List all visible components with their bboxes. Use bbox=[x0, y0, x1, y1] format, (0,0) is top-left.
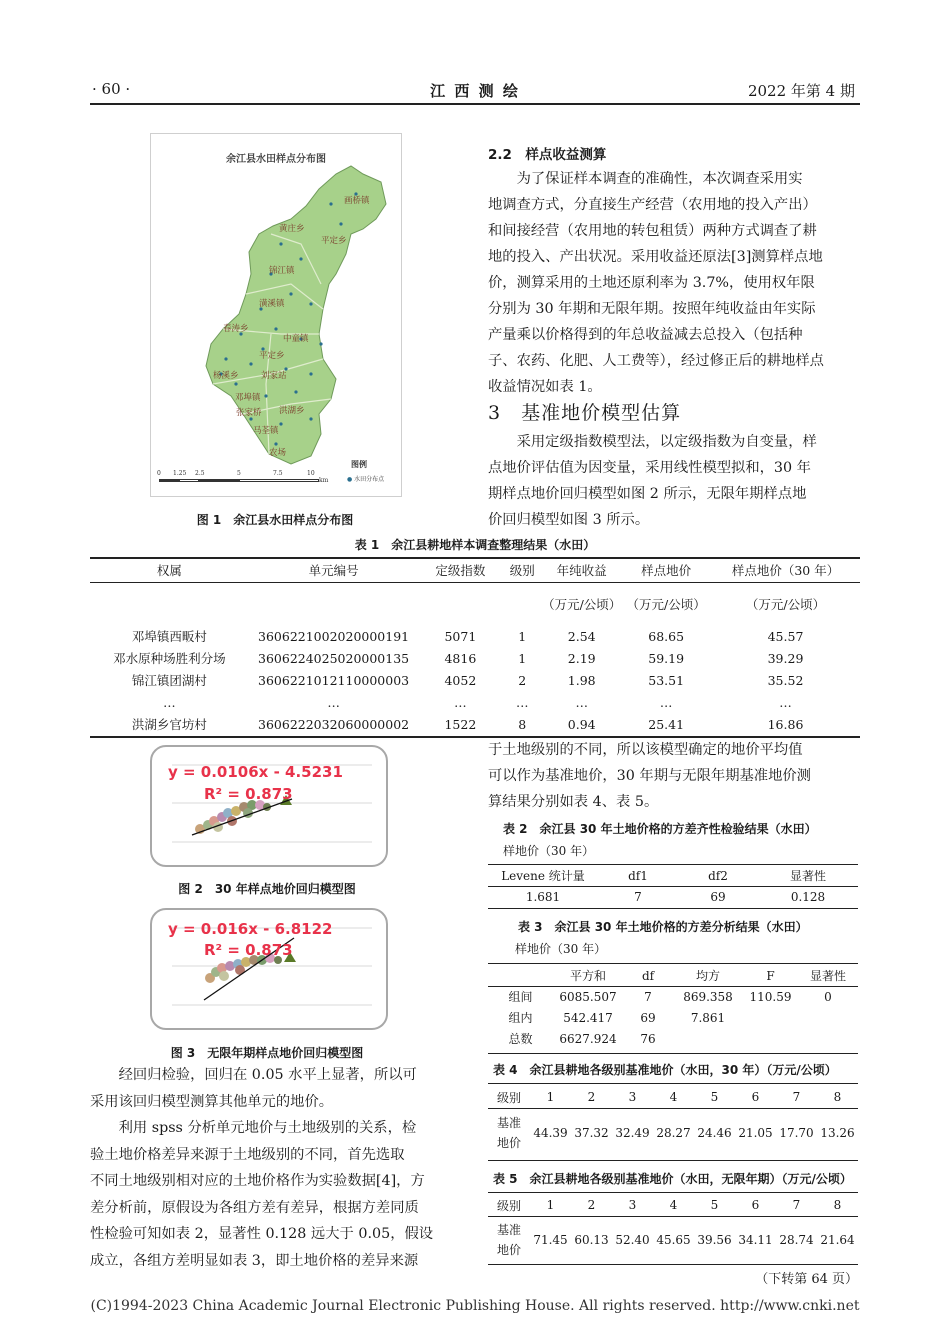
text-line: 不同土地级别相对应的土地价格作为实验数据[4]，方 bbox=[90, 1173, 425, 1189]
table-header: 级别 bbox=[496, 1198, 521, 1213]
table-rule bbox=[488, 1053, 858, 1054]
county-map-svg bbox=[151, 134, 401, 496]
table-4-title: 表 4 余江县耕地各级别基准地价（水田，30 年）（万元/公顷） bbox=[493, 1063, 837, 1077]
figure-2-caption: 图 2 30 年样点地价回归模型图 bbox=[178, 882, 356, 896]
table-cell: … bbox=[327, 694, 340, 710]
table-header: df2 bbox=[708, 868, 728, 883]
table-5-title: 表 5 余江县耕地各级别基准地价（水田，无限年期）（万元/公顷） bbox=[493, 1172, 852, 1186]
table-cell: 2 bbox=[518, 672, 527, 688]
table-row bbox=[90, 713, 860, 735]
table-cell: 869.358 bbox=[683, 989, 733, 1004]
text-line: 产量乘以价格得到的年总收益减去总投入（包括种 bbox=[488, 327, 803, 343]
table-cell: 69 bbox=[710, 889, 726, 904]
table-header: 8 bbox=[833, 1090, 842, 1104]
table-header: 2 bbox=[587, 1090, 596, 1104]
table-header: 2 bbox=[587, 1198, 596, 1212]
right-column-body bbox=[488, 737, 860, 815]
scale-tick: 2.5 bbox=[195, 470, 205, 477]
table-cell bbox=[673, 1028, 743, 1049]
table-header-row bbox=[488, 865, 858, 886]
table-cell: 2.19 bbox=[567, 650, 596, 666]
table-cell: 1 bbox=[518, 650, 527, 666]
table-cell bbox=[743, 1028, 798, 1049]
table-header: Levene 统计量 bbox=[501, 869, 585, 883]
table-header: df bbox=[641, 968, 655, 983]
text-line: 成立，各组方差明显如表 3，即土地价格的差异来源 bbox=[90, 1252, 419, 1269]
table-header-row bbox=[488, 1086, 858, 1108]
region-label: 锦江镇 bbox=[269, 266, 295, 276]
table-units-row bbox=[90, 589, 860, 619]
table-cell: 7 bbox=[634, 889, 642, 904]
table-cell: 0.94 bbox=[567, 716, 596, 732]
table-cell: 69 bbox=[640, 1010, 656, 1025]
page-number: · 60 · bbox=[92, 80, 131, 98]
table-header: 定级指数 bbox=[435, 563, 486, 578]
table-cell: 45.57 bbox=[767, 628, 804, 644]
region-label: 春涛乡 bbox=[223, 324, 249, 334]
table-4 bbox=[488, 1086, 858, 1158]
table-header: 4 bbox=[669, 1090, 678, 1104]
table-cell: 1522 bbox=[444, 716, 477, 732]
region-label: 张家桥 bbox=[236, 408, 262, 418]
table-header: 7 bbox=[792, 1198, 801, 1212]
section-3-body bbox=[488, 429, 858, 533]
table-header: F bbox=[766, 968, 775, 983]
regression-equation: y = 0.016x - 6.8122 bbox=[168, 920, 333, 938]
table-cell: 0 bbox=[824, 989, 832, 1004]
table-cell: 71.45 bbox=[533, 1233, 568, 1247]
table-row bbox=[488, 1028, 858, 1049]
text-line: 为了保证样本调查的准确性，本次调查采用实 bbox=[516, 171, 803, 187]
table-cell: 25.41 bbox=[648, 716, 685, 732]
text-line: 地调查方式，分直接生产经营（农用地的投入产出） bbox=[488, 197, 817, 213]
table-header-row bbox=[90, 559, 860, 581]
legend-item bbox=[347, 474, 384, 483]
table-header: df1 bbox=[628, 868, 648, 883]
section-2-2-heading: 2.2 样点收益测算 bbox=[488, 147, 607, 163]
scale-bar bbox=[159, 479, 319, 483]
table-3 bbox=[488, 965, 858, 1049]
table-cell: 34.11 bbox=[738, 1233, 773, 1247]
journal-name: 江 西 测 绘 bbox=[430, 82, 520, 100]
scale-unit: km bbox=[319, 477, 329, 484]
table-header: 级别 bbox=[496, 1090, 521, 1105]
table-header: 5 bbox=[710, 1090, 719, 1104]
table-header: 样点地价 bbox=[641, 563, 692, 578]
table-cell: 37.32 bbox=[574, 1126, 609, 1140]
table-header: 显著性 bbox=[789, 869, 826, 883]
text-line: 利用 spss 分析单元地价与土地级别的关系，检 bbox=[118, 1120, 417, 1136]
table-1-title: 表 1 余江县耕地样本调查整理结果（水田） bbox=[354, 538, 596, 552]
table-cell: 7.861 bbox=[690, 1010, 726, 1025]
table-rule bbox=[488, 1083, 858, 1084]
table-cell: 2.54 bbox=[567, 628, 596, 644]
table-row bbox=[90, 691, 860, 713]
text-line: 价，测算采用的土地还原利率为 3.7%，使用权年限 bbox=[488, 275, 815, 291]
table-header: 3 bbox=[628, 1090, 637, 1104]
table-cell: 39.56 bbox=[697, 1233, 732, 1247]
table-header: 单元编号 bbox=[308, 563, 359, 578]
table-header: 7 bbox=[792, 1090, 801, 1104]
table-cell bbox=[488, 1108, 530, 1158]
region-label: 黄庄乡 bbox=[279, 224, 305, 234]
table-1 bbox=[90, 559, 860, 735]
table-rule bbox=[488, 908, 858, 909]
text-line: 性检验可知如表 2，显著性 0.128 远大于 0.05，假设 bbox=[90, 1226, 434, 1242]
table-cell: 3606222032060000002 bbox=[258, 716, 410, 732]
regression-equation: y = 0.0106x - 4.5231 bbox=[168, 763, 343, 781]
text-line: 地的投入、产出状况。采用收益还原法[3]测算样点地 bbox=[488, 249, 823, 265]
table-cell: 1 bbox=[518, 628, 527, 644]
table-cell: 52.40 bbox=[615, 1233, 650, 1247]
table-cell: 7 bbox=[644, 989, 652, 1004]
table-header: 1 bbox=[546, 1198, 555, 1212]
table-5 bbox=[488, 1194, 858, 1264]
r-squared: R² = 0.873 bbox=[204, 941, 293, 959]
table-header: 8 bbox=[833, 1198, 842, 1212]
table-cell: 39.29 bbox=[767, 650, 804, 666]
table-unit: （万元/公顷） bbox=[745, 597, 826, 612]
table-header: 1 bbox=[546, 1090, 555, 1104]
region-label: 潢溪镇 bbox=[259, 299, 285, 309]
table-cell: 17.70 bbox=[779, 1126, 814, 1140]
table-cell: 5071 bbox=[444, 628, 477, 644]
table-cell: 16.86 bbox=[767, 716, 804, 732]
scale-tick: 10 bbox=[307, 470, 315, 477]
text-line: 收益情况如表 1。 bbox=[488, 379, 602, 395]
table-header: 6 bbox=[751, 1090, 760, 1104]
table-cell: 3606224025020000135 bbox=[258, 650, 410, 666]
table-header: 均方 bbox=[695, 969, 720, 983]
table-header: 权属 bbox=[156, 563, 182, 578]
map-title: 余江县水田样点分布图 bbox=[226, 154, 326, 165]
table-row bbox=[488, 1108, 858, 1158]
figure-1-caption: 图 1 余江县水田样点分布图 bbox=[196, 513, 354, 527]
table-rule bbox=[488, 963, 858, 964]
region-label: 平定乡 bbox=[259, 351, 285, 361]
scale-tick: 7.5 bbox=[273, 470, 283, 477]
region-label: 洪湖乡 bbox=[279, 406, 305, 416]
table-cell: 76 bbox=[640, 1031, 656, 1046]
table-cell: 28.74 bbox=[779, 1233, 814, 1247]
table-cell: … bbox=[779, 694, 792, 710]
table-rule bbox=[488, 1192, 858, 1193]
table-cell: 1.681 bbox=[525, 889, 561, 904]
table-cell: 28.27 bbox=[656, 1126, 691, 1140]
county-outline bbox=[206, 166, 386, 464]
table-cell: 21.05 bbox=[738, 1126, 773, 1140]
region-label: 中童镇 bbox=[283, 334, 309, 344]
issue-label: 2022 年第 4 期 bbox=[747, 82, 855, 100]
left-column-body bbox=[90, 1062, 462, 1274]
table-rule bbox=[488, 1264, 858, 1265]
region-label: 刘家站 bbox=[261, 371, 287, 381]
text-line: 经回归检验，回归在 0.05 水平上显著，所以可 bbox=[118, 1067, 417, 1083]
table-cell: 59.19 bbox=[648, 650, 685, 666]
header-rule bbox=[90, 103, 860, 105]
text-line: 期样点地价回归模型如图 2 所示，无限年期样点地 bbox=[488, 486, 807, 502]
table-2-subtitle: 样地价（30 年） bbox=[503, 844, 595, 858]
section-2-2-body bbox=[488, 166, 858, 400]
table-cell: 60.13 bbox=[574, 1233, 609, 1247]
region-label: 平定乡 bbox=[321, 236, 347, 246]
section-3-heading: 3 基准地价模型估算 bbox=[488, 402, 682, 424]
price-label-line: 基准 bbox=[496, 1223, 521, 1237]
figure-1-map bbox=[150, 133, 402, 497]
table-cell: 总数 bbox=[508, 1032, 533, 1046]
table-cell bbox=[743, 1007, 798, 1028]
text-line: 算结果分别如表 4、表 5。 bbox=[488, 794, 659, 810]
figure-3-chart bbox=[150, 908, 388, 1030]
copyright-footer: (C)1994-2023 China Academic Journal Electronic Publishing House. All rights reserved. http://www.cnki.net bbox=[90, 1298, 860, 1314]
table-row bbox=[488, 1216, 858, 1264]
text-line: 和间接经营（农用地的转包租赁）两种方式调查了耕 bbox=[488, 223, 817, 239]
table-cell bbox=[798, 1007, 858, 1028]
table-cell: 1.98 bbox=[567, 672, 596, 688]
text-line: 差分析前，原假设为各组方差有差异，根据方差同质 bbox=[90, 1199, 419, 1216]
text-line: 采用该回归模型测算其他单元的地价。 bbox=[90, 1093, 334, 1110]
table-row bbox=[90, 647, 860, 669]
region-label: 杨溪乡 bbox=[213, 371, 239, 381]
table-cell: 21.64 bbox=[820, 1233, 855, 1247]
text-line: 于土地级别的不同，所以该模型确定的地价平均值 bbox=[488, 742, 803, 758]
table-cell bbox=[798, 1028, 858, 1049]
table-header: 显著性 bbox=[809, 969, 846, 983]
table-cell: 110.59 bbox=[749, 989, 792, 1004]
price-label-line: 基准 bbox=[496, 1116, 521, 1130]
table-header: 4 bbox=[669, 1198, 678, 1212]
region-label: 画桥镇 bbox=[344, 196, 370, 206]
table-cell: 32.49 bbox=[615, 1126, 650, 1140]
text-line: 分别为 30 年期和无限年期。按照年纯收益由年实际 bbox=[488, 301, 816, 317]
table-cell: 组间 bbox=[508, 990, 533, 1004]
table-cell: 3606221002020000191 bbox=[258, 628, 410, 644]
table-2 bbox=[488, 865, 858, 907]
text-line: 点地价评估值为因变量，采用线性模型拟和，30 年 bbox=[488, 460, 811, 476]
table-header: 级别 bbox=[509, 563, 535, 578]
table-cell: … bbox=[163, 694, 176, 710]
table-cell: 13.26 bbox=[820, 1126, 855, 1140]
table-row bbox=[90, 625, 860, 647]
table-cell: 45.65 bbox=[656, 1233, 691, 1247]
figure-3-caption: 图 3 无限年期样点地价回归模型图 bbox=[170, 1046, 364, 1060]
legend-title: 图例 bbox=[351, 459, 367, 469]
table-cell: 4816 bbox=[444, 650, 477, 666]
table-cell: 0.128 bbox=[790, 889, 826, 904]
table-header: 样点地价（30 年） bbox=[731, 563, 840, 578]
table-cell: 组内 bbox=[508, 1011, 533, 1025]
table-row bbox=[488, 886, 858, 907]
table-cell: 邓水原种场胜利分场 bbox=[113, 651, 226, 666]
table-header: 年纯收益 bbox=[556, 563, 607, 578]
table-cell: 24.46 bbox=[697, 1126, 732, 1140]
table-cell: 锦江镇团湖村 bbox=[131, 673, 207, 688]
continued-note: （下转第 64 页） bbox=[755, 1272, 858, 1287]
scale-tick: 5 bbox=[237, 470, 241, 477]
table-cell: … bbox=[516, 694, 529, 710]
scatter-points bbox=[195, 800, 271, 834]
table-row bbox=[488, 986, 858, 1007]
table-cell: 3606221012110000003 bbox=[258, 672, 410, 688]
table-cell: … bbox=[454, 694, 467, 710]
table-cell: 542.417 bbox=[563, 1010, 613, 1025]
table-cell: 6627.924 bbox=[559, 1031, 617, 1046]
table-cell: … bbox=[575, 694, 588, 710]
region-label: 马荃镇 bbox=[253, 426, 279, 436]
table-cell bbox=[488, 1216, 530, 1264]
table-cell: 洪湖乡官坊村 bbox=[131, 717, 207, 732]
table-cell: 4052 bbox=[444, 672, 477, 688]
table-3-title: 表 3 余江县 30 年土地价格的方差分析结果（水田） bbox=[518, 920, 808, 934]
table-cell: 53.51 bbox=[648, 672, 685, 688]
table-cell: 35.52 bbox=[767, 672, 804, 688]
table-cell: 8 bbox=[518, 716, 527, 732]
table-header: 5 bbox=[710, 1198, 719, 1212]
table-row bbox=[90, 669, 860, 691]
table-3-subtitle: 样地价（30 年） bbox=[515, 942, 607, 956]
r-squared: R² = 0.873 bbox=[204, 785, 293, 803]
region-label: 邓埠镇 bbox=[235, 393, 261, 403]
table-rule bbox=[488, 1160, 858, 1161]
price-label-line: 地价 bbox=[496, 1136, 521, 1150]
table-unit: （万元/公顷） bbox=[542, 597, 622, 612]
text-line: 可以作为基准地价，30 年期与无限年期基准地价测 bbox=[488, 768, 811, 784]
table-cell: 邓埠镇西畈村 bbox=[131, 629, 207, 644]
text-line: 价回归模型如图 3 所示。 bbox=[488, 512, 650, 528]
table-header-row bbox=[488, 965, 858, 986]
point-icon: ● bbox=[347, 476, 353, 483]
text-line: 验土地价格差异来源于土地级别的不同，首先选取 bbox=[90, 1146, 405, 1163]
table-header: 3 bbox=[628, 1198, 637, 1212]
table-2-title: 表 2 余江县 30 年土地价格的方差齐性检验结果（水田） bbox=[503, 822, 817, 836]
table-cell: 6085.507 bbox=[559, 989, 617, 1004]
table-header bbox=[488, 965, 553, 986]
text-line: 子、农药、化肥、人工费等），经过修正后的耕地样点 bbox=[488, 353, 824, 369]
price-label-line: 地价 bbox=[496, 1243, 521, 1257]
region-label: 农场 bbox=[269, 448, 287, 458]
table-header: 平方和 bbox=[569, 969, 606, 983]
table-unit: （万元/公顷） bbox=[626, 597, 706, 612]
table-cell: 44.39 bbox=[533, 1126, 568, 1140]
scale-tick: 1.25 bbox=[173, 470, 187, 477]
table-cell: 68.65 bbox=[648, 628, 685, 644]
legend-item-label: 水田分布点 bbox=[354, 476, 385, 483]
table-header-row bbox=[488, 1194, 858, 1216]
table-cell: … bbox=[659, 694, 673, 710]
figure-2-chart bbox=[150, 745, 388, 867]
table-row bbox=[488, 1007, 858, 1028]
scale-tick: 0 bbox=[157, 470, 161, 477]
table-header: 6 bbox=[751, 1198, 760, 1212]
text-line: 采用定级指数模型法，以定级指数为自变量，样 bbox=[516, 434, 817, 450]
